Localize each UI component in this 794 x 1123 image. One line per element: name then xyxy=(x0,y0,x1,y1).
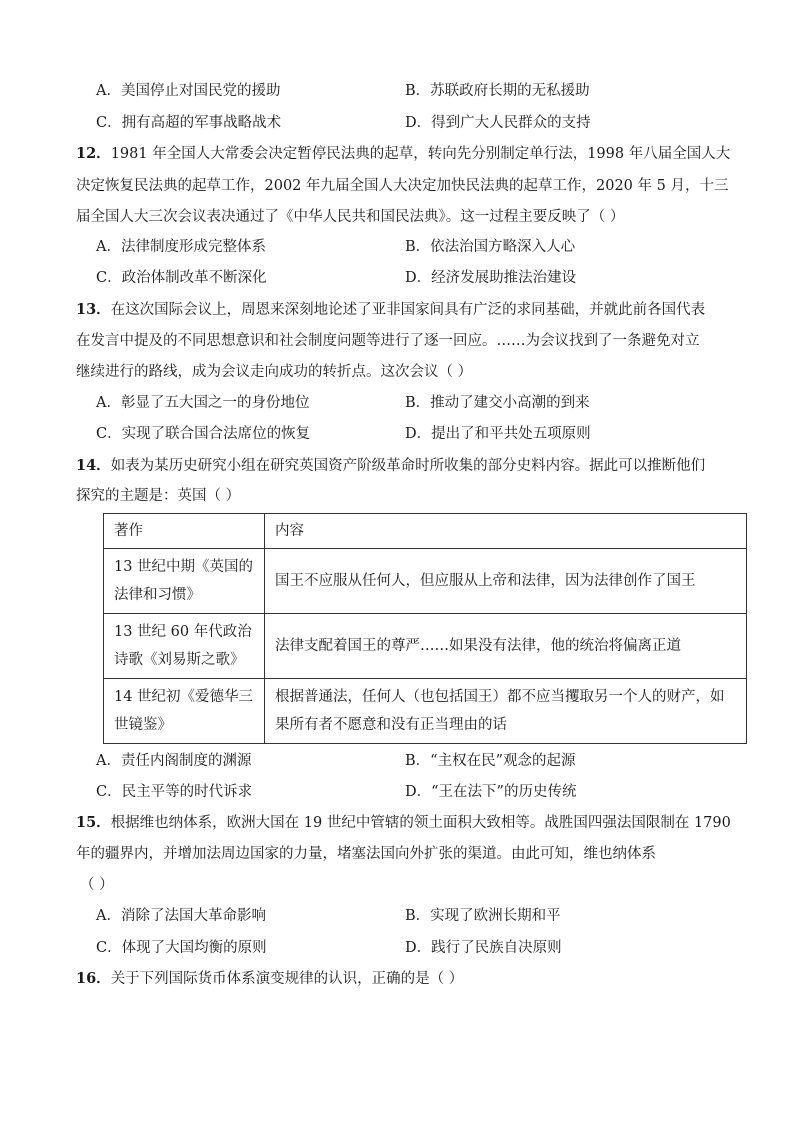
q11-option-a: A．美国停止对国民党的援助 xyxy=(96,83,281,99)
q15-stem-line-3: （ ） xyxy=(80,877,114,893)
q13-option-d: D．提出了和平共处五项原则 xyxy=(405,426,591,442)
q13-option-c: C．实现了联合国合法席位的恢复 xyxy=(96,426,311,442)
q13-option-b: B．推动了建交小高潮的到来 xyxy=(405,395,590,411)
q14-option-d: D．“王在法下”的历史传统 xyxy=(405,784,577,800)
table-cell: 13 世纪中期《英国的法律和习惯》 xyxy=(104,549,265,614)
q13-stem-line-3: 继续进行的路线，成为会议走向成功的转折点。这次会议（ ） xyxy=(76,364,473,380)
q11-option-d: D．得到广大人民群众的支持 xyxy=(405,115,591,131)
q12-option-d: D．经济发展助推法治建设 xyxy=(405,270,577,286)
q13-number: 13． xyxy=(76,301,111,318)
q16-number: 16． xyxy=(76,970,111,987)
q13-stem-line-2: 在发言中提及的不同思想意识和社会制度问题等进行了逐一回应。……为会议找到了一条避免对立 xyxy=(76,333,700,349)
q14-option-c: C．民主平等的时代诉求 xyxy=(96,784,253,800)
q12-stem-line-2: 决定恢复民法典的起草工作，2002 年九届全国人大决定加快民法典的起草工作，2020 年 5 月，十三 xyxy=(76,178,729,194)
q15-stem-line-2: 年的疆界内，并增加法周边国家的力量，堵塞法国向外扩张的渠道。由此可知，维也纳体系 xyxy=(76,846,656,862)
q14-option-a: A．责任内阁制度的渊源 xyxy=(96,753,252,769)
q15-option-d: D．践行了民族自决原则 xyxy=(405,940,562,956)
q11-option-b: B．苏联政府长期的无私援助 xyxy=(405,83,590,99)
source-table xyxy=(103,513,747,744)
table-cell: 根据普通法，任何人（也包括国王）都不应当攫取另一个人的财产，如果所有者不愿意和没有正当理由的话 xyxy=(265,679,747,744)
table-header-cell: 内容 xyxy=(265,514,747,549)
table-header-cell: 著作 xyxy=(104,514,265,549)
q12-stem-line-1: 12．1981 年全国人大常委会决定暂停民法典的起草，转向先分别制定单行法，1998 年八届全国人大 xyxy=(76,145,731,162)
q15-option-c: C．体现了大国均衡的原则 xyxy=(96,940,267,956)
table-cell: 14 世纪初《爱德华三世镜鉴》 xyxy=(104,679,265,744)
q15-number: 15． xyxy=(76,814,111,831)
table-cell: 国王不应服从任何人，但应服从上帝和法律，因为法律创作了国王 xyxy=(265,549,747,614)
table-cell: 法律支配着国王的尊严……如果没有法律，他的统治将偏离正道 xyxy=(265,614,747,679)
q14-number: 14． xyxy=(76,457,111,474)
q12-stem-line-3: 届全国人大三次会议表决通过了《中华人民共和国民法典》。这一过程主要反映了（ ） xyxy=(76,209,625,225)
table-header-row xyxy=(104,514,747,549)
q13-option-a: A．彰显了五大国之一的身份地位 xyxy=(96,395,310,411)
table-row xyxy=(104,679,747,744)
q15-option-b: B．实现了欧洲长期和平 xyxy=(405,908,561,924)
q11-option-c: C．拥有高超的军事战略战术 xyxy=(96,115,282,131)
q14-stem-line-1: 14．如表为某历史研究小组在研究英国资产阶级革命时所收集的部分史料内容。据此可以推断他们 xyxy=(76,457,706,474)
q14-stem-line-2: 探究的主题是：英国（ ） xyxy=(76,488,241,504)
table-cell: 13 世纪 60 年代政治诗歌《刘易斯之歌》 xyxy=(104,614,265,679)
q12-option-c: C．政治体制改革不断深化 xyxy=(96,270,267,286)
q14-option-b: B．“主权在民”观念的起源 xyxy=(405,753,576,769)
table-row xyxy=(104,549,747,614)
table-row xyxy=(104,614,747,679)
q16-stem: 16．关于下列国际货币体系演变规律的认识，正确的是（ ） xyxy=(76,970,464,987)
q12-number: 12． xyxy=(76,145,111,162)
q15-option-a: A．消除了法国大革命影响 xyxy=(96,908,266,924)
q12-option-b: B．依法治国方略深入人心 xyxy=(405,239,576,255)
q12-option-a: A．法律制度形成完整体系 xyxy=(96,239,266,255)
q13-stem-line-1: 13．在这次国际会议上，周恩来深刻地论述了亚非国家间具有广泛的求同基础，并就此前各国代表 xyxy=(76,301,706,318)
q15-stem-line-1: 15．根据维也纳体系，欧洲大国在 19 世纪中管辖的领土面积大致相等。战胜国四强法国限制在 1790 xyxy=(76,814,731,831)
